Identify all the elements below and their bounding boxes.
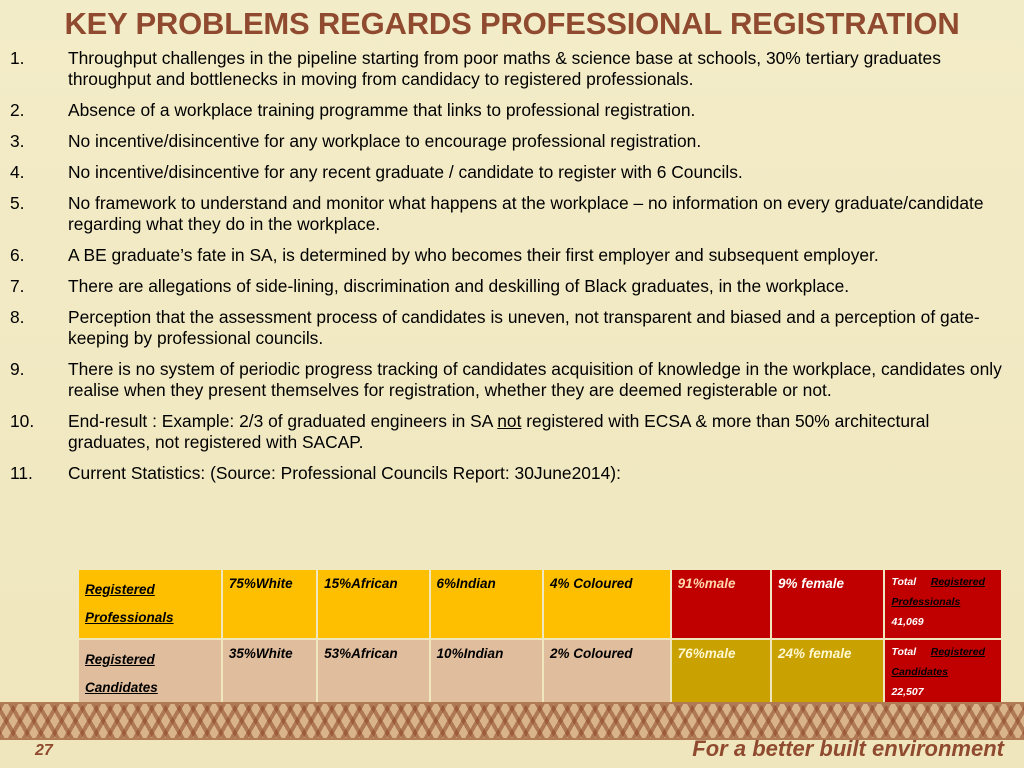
- item-text: [68, 411, 1014, 453]
- item-number: 6.: [10, 245, 25, 265]
- coloured-cell: 4% Coloured: [544, 570, 670, 638]
- table-row-professionals: [79, 570, 1001, 638]
- total-word: Total: [891, 646, 917, 658]
- item-text: Absence of a workplace training programme that links to professional registration.: [68, 100, 696, 120]
- item-number: 2.: [10, 100, 25, 120]
- item-number: 3.: [10, 131, 25, 151]
- item-number: 5.: [10, 193, 25, 213]
- row-label-line: Professionals: [85, 610, 174, 625]
- male-cell: 91%male: [672, 570, 770, 638]
- item-text-part: End-result : Example: 2/3 of graduated engineers in SA: [68, 411, 498, 431]
- item-text: There are allegations of side-lining, discrimination and deskilling of Black graduates, in the workplace.: [68, 276, 850, 296]
- list-item: [10, 162, 1014, 183]
- total-value: 22,507: [891, 686, 924, 698]
- row-label-line: Registered: [85, 652, 155, 667]
- item-number: 11.: [10, 463, 33, 483]
- footer-tagline: For a better built environment: [692, 736, 1004, 761]
- item-number: 4.: [10, 162, 25, 182]
- item-text: A BE graduate’s fate in SA, is determined by who becomes their first employer and subsequent employer.: [68, 245, 879, 265]
- male-cell: 76%male: [672, 640, 770, 708]
- table-row-candidates: [79, 640, 1001, 708]
- list-item: [10, 100, 1014, 121]
- problems-list: [10, 48, 1014, 494]
- item-number: 1.: [10, 48, 25, 68]
- white-cell: 35%White: [223, 640, 316, 708]
- list-item: [10, 245, 1014, 266]
- african-cell: 15%African: [318, 570, 428, 638]
- item-text: No framework to understand and monitor what happens at the workplace – no information on every graduate/candidate regarding what they do in the workplace.: [68, 193, 984, 234]
- total-label: Registered: [930, 576, 986, 588]
- indian-cell: 10%Indian: [431, 640, 542, 708]
- item-number: 10.: [10, 411, 35, 431]
- white-cell: 75%White: [223, 570, 316, 638]
- row-label-line: Candidates: [85, 680, 158, 695]
- list-item: [10, 193, 1014, 235]
- item-text: No incentive/disincentive for any recent graduate / candidate to register with 6 Councils.: [68, 162, 743, 182]
- statistics-table: [77, 568, 1003, 710]
- item-text: Throughput challenges in the pipeline starting from poor maths & science base at schools, 30% tertiary graduates throughput and bottlenecks in moving from candidacy to registered professionals.: [68, 48, 941, 89]
- list-item: [10, 359, 1014, 401]
- decorative-pattern-band: [0, 702, 1024, 740]
- total-cell: [885, 640, 1001, 708]
- list-item: [10, 463, 1014, 484]
- row-label-line: Registered: [85, 582, 155, 597]
- list-item: [10, 131, 1014, 152]
- item-text: No incentive/disincentive for any workplace to encourage professional registration.: [68, 131, 702, 151]
- list-item: [10, 307, 1014, 349]
- item-number: 8.: [10, 307, 25, 327]
- row-label: [79, 570, 221, 638]
- item-text: Perception that the assessment process of candidates is uneven, not transparent and biased and a perception of gate-keeping by professional councils.: [68, 307, 980, 348]
- list-item: [10, 411, 1014, 453]
- item-number: 7.: [10, 276, 25, 296]
- list-item: [10, 276, 1014, 297]
- female-cell: 9% female: [772, 570, 883, 638]
- slide-title: KEY PROBLEMS REGARDS PROFESSIONAL REGISTRATION: [64, 6, 960, 41]
- total-label: Registered: [930, 646, 986, 658]
- female-cell: 24% female: [772, 640, 883, 708]
- list-item: [10, 48, 1014, 90]
- coloured-cell: 2% Coloured: [544, 640, 670, 708]
- total-label: Professionals: [891, 596, 961, 608]
- total-value: 41,069: [891, 616, 924, 628]
- item-text-part: registered with ECSA & more than 50% architectural graduates, not registered with SACAP.: [68, 411, 930, 452]
- total-word: Total: [891, 576, 917, 588]
- item-text: Current Statistics: (Source: Professional Councils Report: 30June2014):: [68, 463, 621, 483]
- indian-cell: 6%Indian: [431, 570, 542, 638]
- african-cell: 53%African: [318, 640, 428, 708]
- total-label: Candidates: [891, 666, 949, 678]
- row-label: [79, 640, 221, 708]
- page-number: 27: [35, 742, 53, 759]
- item-number: 9.: [10, 359, 25, 379]
- total-cell: [885, 570, 1001, 638]
- item-text: There is no system of periodic progress tracking of candidates acquisition of knowledge in the workplace, candidates only realise when they present themselves for registration, whether they are deemed registerable or not.: [68, 359, 1002, 400]
- emphasis-not: not: [497, 411, 522, 431]
